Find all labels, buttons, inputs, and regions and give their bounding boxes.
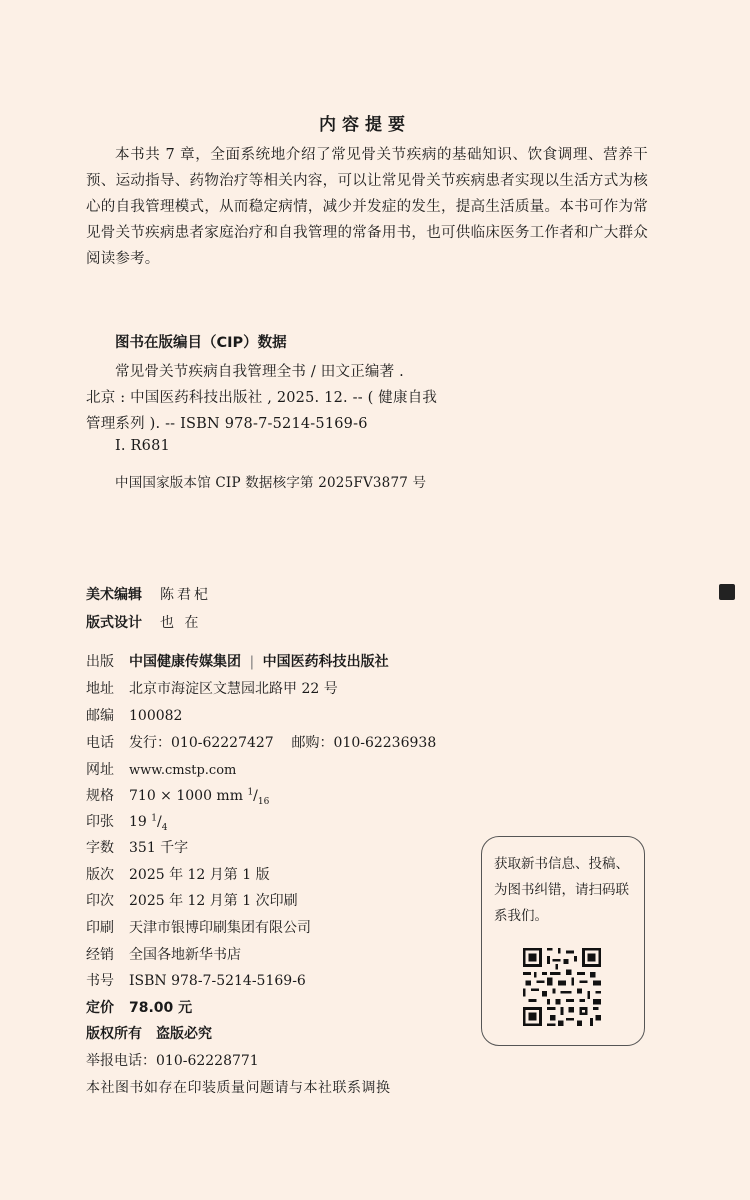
wordcount-label: 字数 xyxy=(86,840,114,856)
art-editor-name: 陈君杞 xyxy=(160,587,211,603)
info-row-printing xyxy=(86,890,298,910)
report-phone: 举报电话：010-62228771 xyxy=(86,1053,259,1069)
sheets-fraction-numerator: 1 xyxy=(151,813,158,824)
designer-name: 也 在 xyxy=(160,615,202,631)
distributor-value: 全国各地新华书店 xyxy=(129,947,241,963)
info-row-phone xyxy=(86,732,436,752)
cip-record-number: 中国国家版本馆 CIP 数据核字第 2025FV3877 号 xyxy=(115,475,427,491)
format-fraction-denominator: 16 xyxy=(257,796,270,807)
qr-box-text: 获取新书信息、投稿、为图书纠错，请扫码联系我们。 xyxy=(494,856,629,924)
price-value: 78.00 元 xyxy=(129,1000,193,1016)
info-row-isbn xyxy=(86,970,306,990)
info-row-wordcount xyxy=(86,837,188,857)
cip-title: 图书在版编目（CIP）数据 xyxy=(115,335,287,351)
sheets-value: 19 xyxy=(129,814,147,830)
credit-art-editor xyxy=(86,584,211,604)
printer-value: 天津市银博印刷集团有限公司 xyxy=(129,920,311,936)
cip-line-4: Ⅰ. R681 xyxy=(115,438,170,454)
info-row-format: 规格 710 × 1000 mm $^1/_{16}$ xyxy=(86,785,269,805)
format-label: 规格 xyxy=(86,788,114,804)
publisher-separator: | xyxy=(249,654,255,670)
copyright-notice: 版权所有 盗版必究 xyxy=(86,1026,212,1042)
info-row-edition xyxy=(86,864,270,884)
price-label: 定价 xyxy=(86,1000,114,1016)
publisher-name: 中国医药科技出版社 xyxy=(262,654,389,670)
printing-label: 印次 xyxy=(86,893,114,909)
cip-line-1: 常见骨关节疾病自我管理全书 / 田文正编著 . xyxy=(115,364,404,380)
qr-contact-box xyxy=(481,836,645,1046)
cip-line-2: 北京 : 中国医药科技出版社 , 2025. 12. -- ( 健康自我 xyxy=(86,390,438,406)
postcode-value: 100082 xyxy=(129,708,183,724)
design-label: 版式设计 xyxy=(86,615,142,631)
postcode-label: 邮编 xyxy=(86,708,114,724)
summary-body: 本书共 7 章，全面系统地介绍了常见骨关节疾病的基础知识、饮食调理、营养干预、运动指导、药物治疗等相关内容，可以让常见骨关节疾病患者实现以生活方式为核心的自我管理模式，从而稳定病情，减少并发症的发生，提高生活质量。本书可作为常见骨关节疾病患者家庭治疗和自我管理的常备用书，也可供临床医务工作者和广大群众阅读参考。 xyxy=(86,147,648,267)
info-row-price xyxy=(86,997,192,1017)
info-row-postcode xyxy=(86,705,182,725)
edition-value: 2025 年 12 月第 1 版 xyxy=(129,867,270,883)
edge-logo-icon xyxy=(719,584,735,600)
info-row-website xyxy=(86,759,236,779)
publisher-group: 中国健康传媒集团 xyxy=(129,654,241,670)
distributor-label: 经销 xyxy=(86,947,114,963)
info-row-address xyxy=(86,678,338,698)
format-value: 710 × 1000 mm xyxy=(129,788,243,804)
address-value: 北京市海淀区文慧园北路甲 22 号 xyxy=(129,681,338,697)
isbn-value: ISBN 978-7-5214-5169-6 xyxy=(129,973,306,989)
edition-label: 版次 xyxy=(86,867,114,883)
publisher-label: 出版 xyxy=(86,654,114,670)
art-editor-label: 美术编辑 xyxy=(86,587,142,603)
phone-label: 电话 xyxy=(86,735,114,751)
phone-value: 发行：010-62227427 邮购：010-62236938 xyxy=(129,735,437,751)
info-row-distributor xyxy=(86,944,241,964)
info-row-sheets: 印张 19 $^1/_4$ xyxy=(86,811,167,831)
side-edge-mark xyxy=(719,584,737,600)
format-fraction-numerator: 1 xyxy=(247,787,254,798)
info-row-printer xyxy=(86,917,311,937)
printing-value: 2025 年 12 月第 1 次印刷 xyxy=(129,893,298,909)
wordcount-value: 351 千字 xyxy=(129,840,189,856)
sheets-label: 印张 xyxy=(86,814,114,830)
qr-code-icon[interactable] xyxy=(523,943,601,1031)
cip-line-3: 管理系列 ). -- ISBN 978-7-5214-5169-6 xyxy=(86,416,368,432)
address-label: 地址 xyxy=(86,681,114,697)
info-row-publisher xyxy=(86,651,389,671)
website-value: www.cmstp.com xyxy=(129,763,237,778)
printer-label: 印刷 xyxy=(86,920,114,936)
website-label: 网址 xyxy=(86,762,114,778)
summary-title: 内容提要 xyxy=(319,115,411,135)
sheets-fraction-denominator: 4 xyxy=(161,822,168,833)
isbn-label: 书号 xyxy=(86,973,114,989)
quality-note: 本社图书如存在印装质量问题请与本社联系调换 xyxy=(86,1080,391,1096)
credit-layout-design xyxy=(86,612,201,632)
